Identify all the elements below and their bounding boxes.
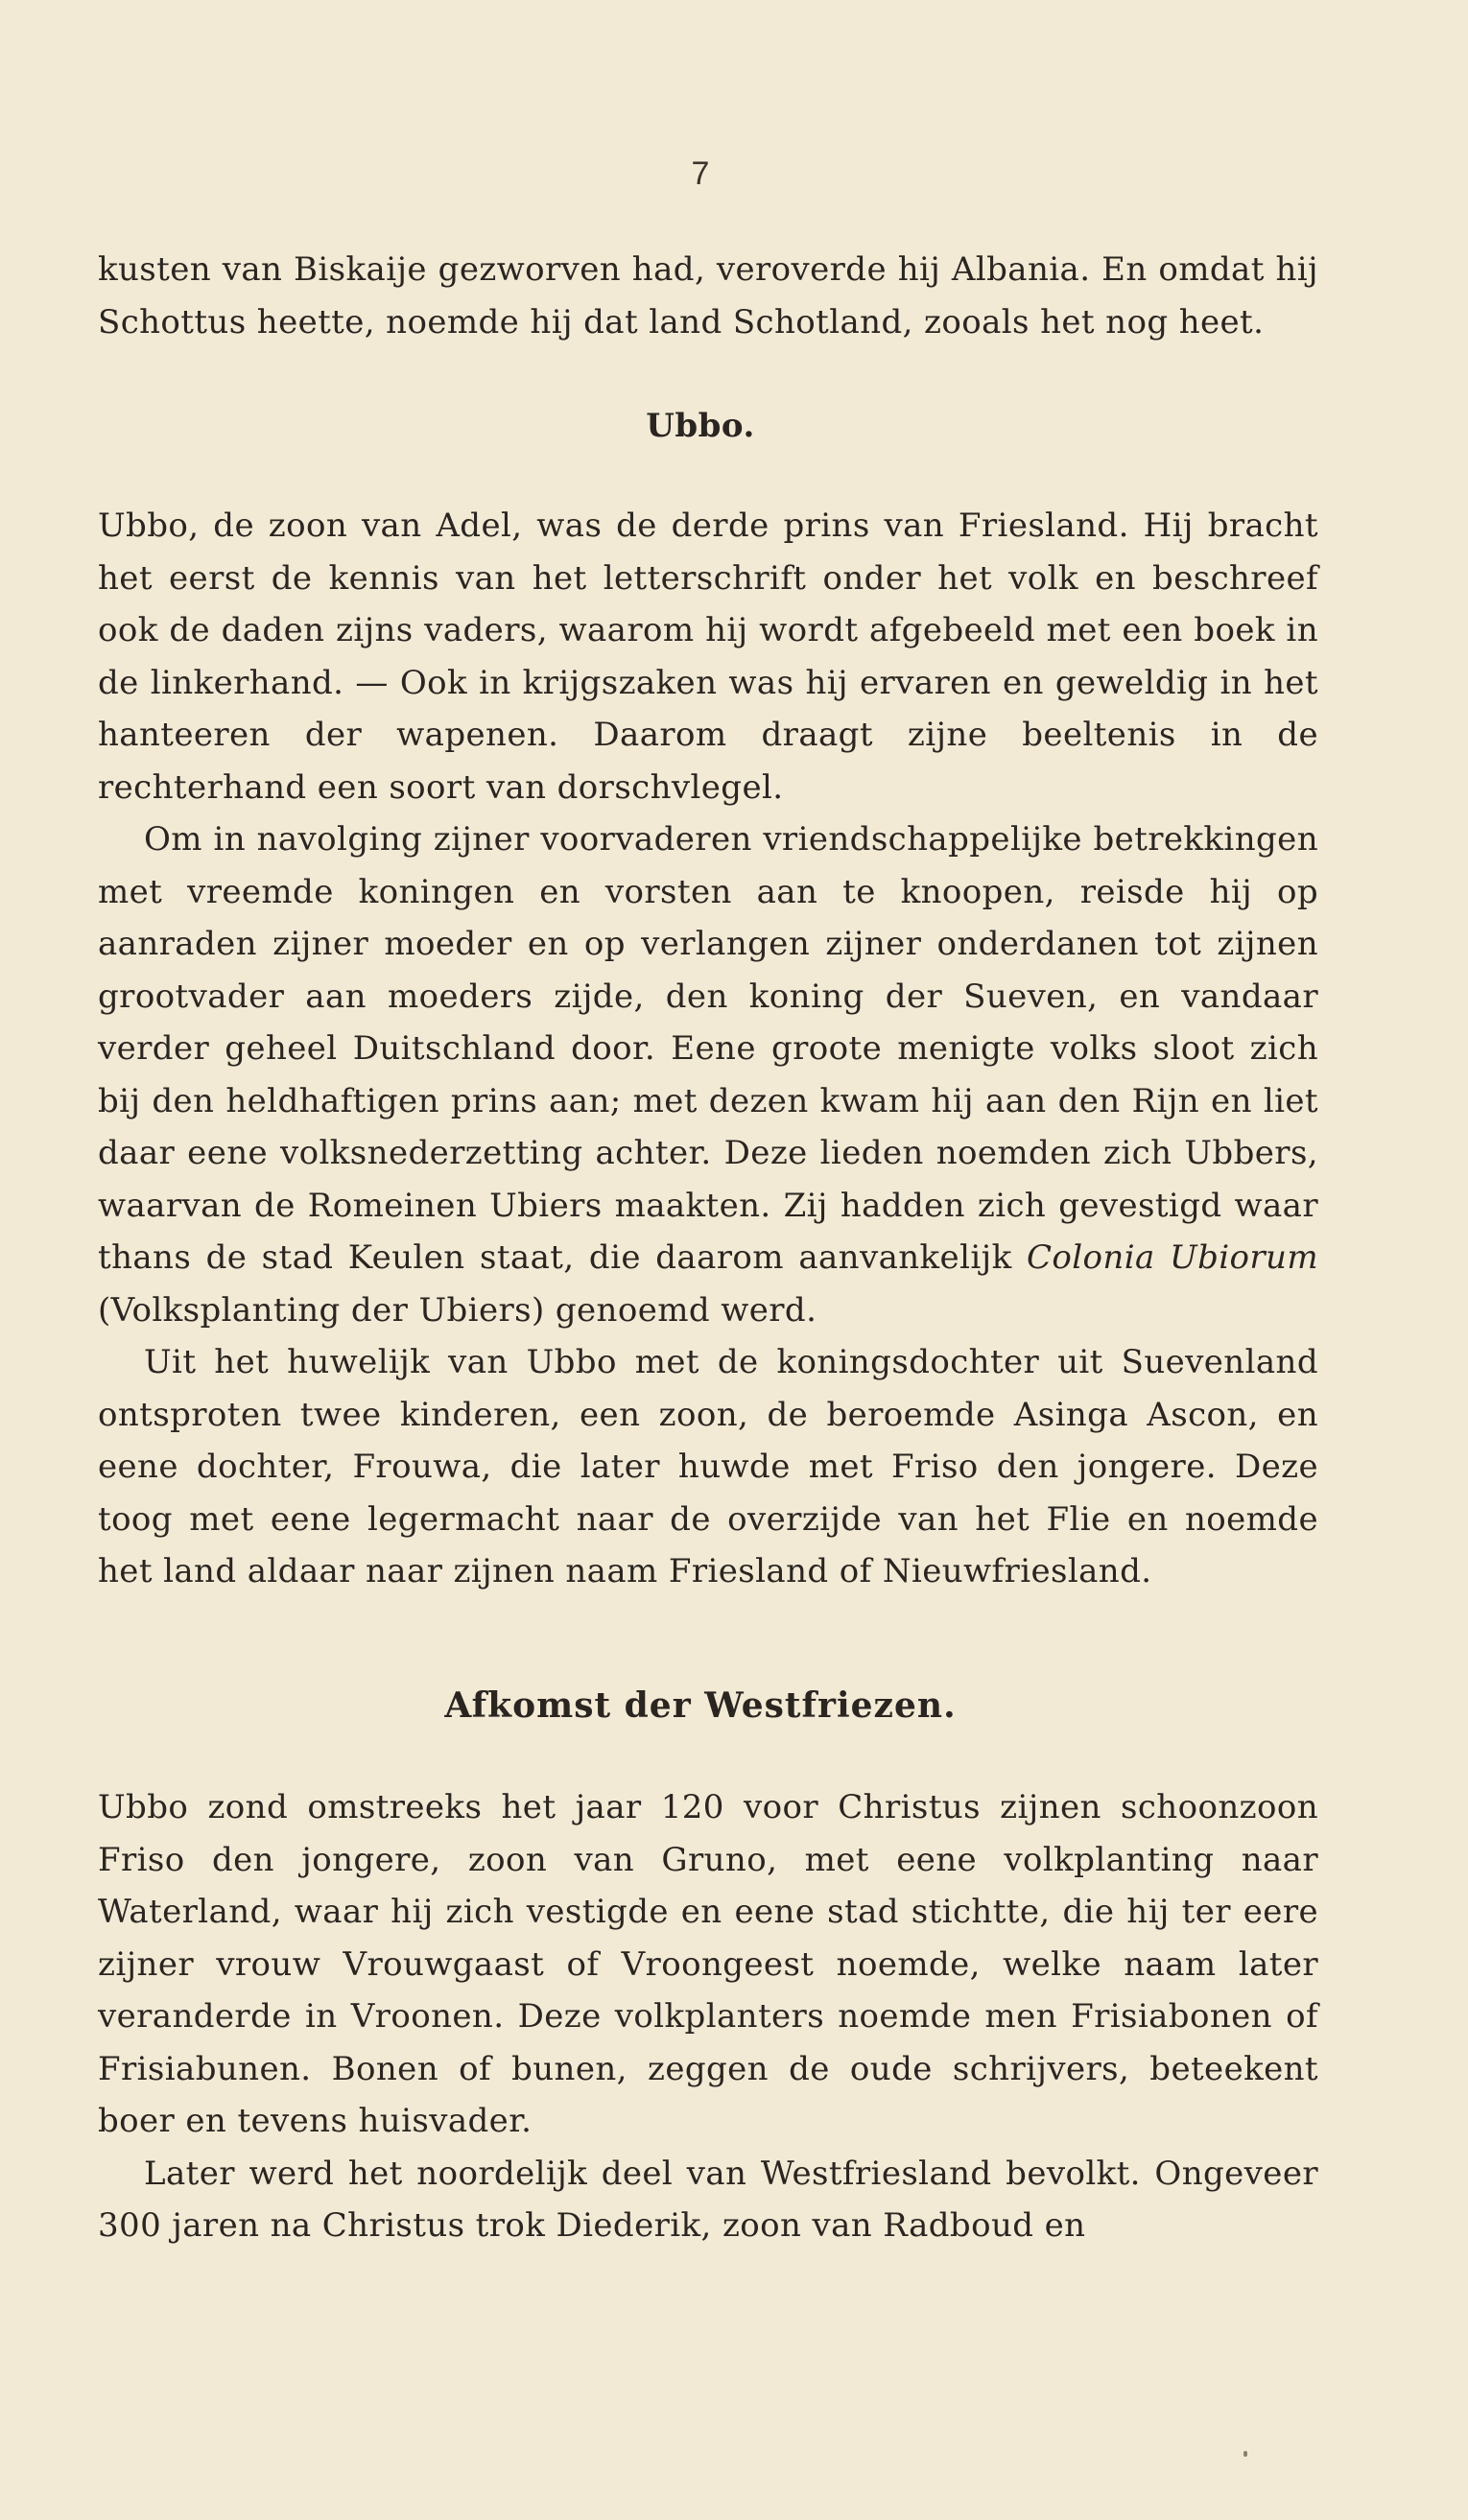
intro-paragraph: kusten van Biskaije gezworven had, veroverde hij Albania. En omdat hij Schottus heette, noemde hij dat land Schotland, zooals het nog heet. [98, 250, 1318, 341]
ubbo-paragraph-2-part-2: (Volksplanting der Ubiers) genoemd werd. [98, 1290, 817, 1330]
ubbo-paragraph-3: Uit het huwelijk van Ubbo met de koningsdochter uit Suevenland ontsproten twee kinderen, een zoon, de beroemde Asinga Ascon, en eene dochter, Frouwa, die later huwde met Friso den jongere. Deze toog met eene legermacht naar de overzijde van het Flie en noemde het land aldaar naar zijnen naam Friesland of Nieuwfriesland. [98, 1343, 1318, 1590]
ubbo-text-block [98, 500, 1318, 1598]
ubbo-paragraph-2 [98, 813, 1318, 1336]
intro-text-block [98, 244, 1318, 348]
section-heading-afkomst: Afkomst der Westfriezen. [444, 1685, 957, 1726]
ubbo-paragraph-1: Ubbo, de zoon van Adel, was de derde prins van Friesland. Hij bracht het eerst de kennis van het letterschrift onder het volk en beschreef ook de daden zijns vaders, waarom hij wordt afgebeeld met een boek in de linkerhand. — Ook in krijgszaken was hij ervaren en geweldig in het hanteeren der wapenen. Daarom draagt zijne beeltenis in de rechterhand een soort van dorschvlegel. [98, 506, 1318, 807]
ubbo-paragraph-2-part-1: Om in navolging zijner voorvaderen vriendschappelijke betrekkingen met vreemde koningen en vorsten aan te knoopen, reisde hij op aanraden zijner moeder en op verlangen zijner onderdanen tot zijnen grootvader aan moeders zijde, den koning der Sueven, en vandaar verder geheel Duitschland door. Eene groote menigte volks sloot zich bij den heldhaftigen prins aan; met dezen kwam hij aan den Rijn en liet daar eene volksnederzetting achter. Deze lieden noemden zich Ubbers, waarvan de Romeinen Ubiers maakten. Zij hadden zich gevestigd waar thans de stad Keulen staat, die daarom aanvankelijk [98, 820, 1318, 1277]
section-heading-ubbo: Ubbo. [646, 407, 755, 445]
afkomst-text-block [98, 1781, 1318, 2252]
afkomst-paragraph-1: Ubbo zond omstreeks het jaar 120 voor Christus zijnen schoonzoon Friso den jongere, zoon van Gruno, met eene volkplanting naar Waterland, waar hij zich vestigde en eene stad stichtte, die hij ter eere zijner vrouw Vrouwgaast of Vroongeest noemde, welke naam later veranderde in Vroonen. Deze volkplanters noemde men Frisiabonen of Frisiabunen. Bonen of bunen, zeggen de oude schrijvers, beteekent boer en tevens huisvader. [98, 1788, 1318, 2140]
afkomst-paragraph-2: Later werd het noordelijk deel van Westfriesland bevolkt. Ongeveer 300 jaren na Christus trok Diederik, zoon van Radboud en [98, 2154, 1318, 2245]
latin-place-name: Colonia Ubiorum [1026, 1238, 1318, 1277]
paper-speck [1243, 2451, 1247, 2457]
page-number: 7 [691, 155, 710, 192]
